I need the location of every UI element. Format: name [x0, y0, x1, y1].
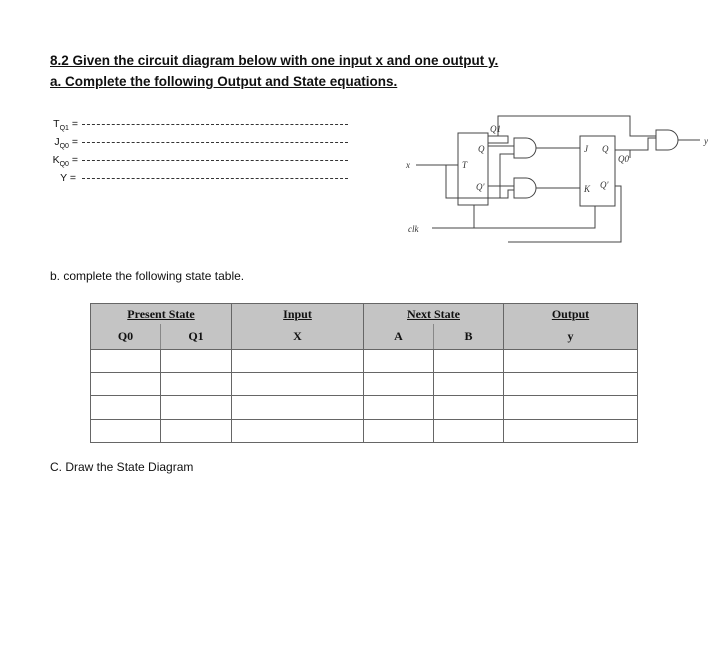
table-cell[interactable] — [91, 396, 161, 419]
answer-line[interactable] — [82, 160, 348, 161]
table-cell[interactable] — [364, 349, 434, 372]
q0-to-and3 — [615, 138, 656, 150]
ff0-qbar-label: Q' — [600, 180, 609, 190]
problem-title: 8.2 Given the circuit diagram below with one input x and one output y. — [50, 53, 499, 68]
input-label: x — [406, 160, 410, 170]
ff1-qbar-label: Q' — [476, 182, 485, 192]
k-label: K — [584, 184, 591, 194]
column-header-y: y — [504, 324, 638, 349]
output-header: Output — [504, 304, 638, 325]
equation-label: $T_{Q1}$ = — [53, 118, 78, 133]
table-cell[interactable] — [434, 396, 504, 419]
clock-label: clk — [408, 224, 419, 234]
equation-label: Y = — [60, 172, 76, 184]
equation-kq0 — [48, 153, 348, 167]
ff0-q-label: Q — [602, 144, 609, 154]
column-header-q1: Q1 — [161, 324, 232, 349]
table-cell[interactable] — [232, 349, 364, 372]
q0-label: Q0 — [618, 154, 629, 164]
column-header-a: A — [364, 324, 434, 349]
part-a-title: a. Complete the following Output and State equations. — [50, 74, 398, 89]
t-label: T — [462, 160, 468, 170]
equation-jq0 — [48, 135, 348, 149]
table-cell[interactable] — [91, 372, 161, 395]
ff1-q-label: Q — [478, 144, 485, 154]
clk-wire — [432, 205, 474, 228]
table-cell[interactable] — [91, 349, 161, 372]
output-label: y — [704, 136, 708, 146]
table-row — [91, 396, 638, 419]
top-feedback — [498, 116, 656, 136]
table-cell[interactable] — [504, 396, 638, 419]
part-b-label: b. complete the following state table. — [50, 269, 245, 283]
table-row — [91, 349, 638, 372]
column-header-x: X — [232, 324, 364, 349]
table-row — [91, 372, 638, 395]
table-cell[interactable] — [364, 419, 434, 442]
and-gate-1 — [514, 138, 536, 158]
table-cell[interactable] — [232, 396, 364, 419]
answer-line[interactable] — [82, 124, 348, 125]
table-cell[interactable] — [161, 419, 232, 442]
circuit-diagram — [390, 108, 720, 248]
and-gate-2 — [514, 178, 536, 198]
part-c-label: C. Draw the State Diagram — [50, 460, 194, 474]
column-header-b: B — [434, 324, 504, 349]
table-row — [91, 419, 638, 442]
state-table — [90, 303, 638, 443]
table-cell[interactable] — [161, 372, 232, 395]
table-cell[interactable] — [504, 372, 638, 395]
table-cell[interactable] — [91, 419, 161, 442]
equation-label: $J_{Q0}$ = — [54, 136, 78, 151]
answer-line[interactable] — [82, 142, 348, 143]
table-cell[interactable] — [434, 419, 504, 442]
equation-y — [48, 171, 348, 185]
q1-label: Q1 — [490, 124, 501, 134]
j-label: J — [584, 144, 588, 154]
table-cell[interactable] — [161, 349, 232, 372]
table-cell[interactable] — [232, 419, 364, 442]
table-cell[interactable] — [232, 372, 364, 395]
input-header: Input — [232, 304, 364, 325]
equation-label: $K_{Q0}$ = — [52, 154, 78, 169]
clk-wire-2 — [474, 206, 595, 228]
q0-bar-feedback — [508, 186, 621, 242]
table-cell[interactable] — [504, 419, 638, 442]
answer-line[interactable] — [82, 178, 348, 179]
q1-tap-wire — [488, 136, 508, 143]
x-branch-2 — [500, 154, 514, 198]
column-header-q0: Q0 — [91, 324, 161, 349]
table-cell[interactable] — [161, 396, 232, 419]
present-state-header: Present State — [91, 304, 232, 325]
equation-tq1 — [48, 117, 348, 131]
and-gate-3 — [656, 130, 678, 150]
table-cell[interactable] — [434, 349, 504, 372]
table-cell[interactable] — [364, 396, 434, 419]
next-state-header: Next State — [364, 304, 504, 325]
table-cell[interactable] — [504, 349, 638, 372]
table-cell[interactable] — [434, 372, 504, 395]
table-cell[interactable] — [364, 372, 434, 395]
